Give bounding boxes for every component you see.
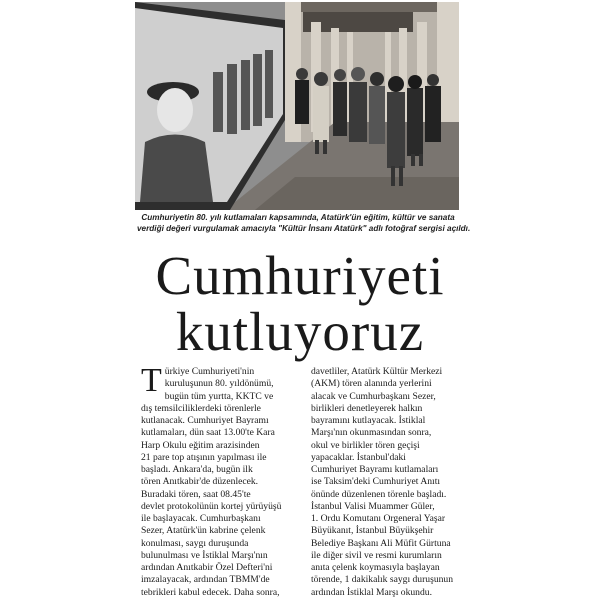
article-line: ise Taksim'deki Cumhuriyet Anıtı — [311, 476, 441, 488]
photo-caption — [137, 213, 471, 234]
photo-exhibition-icon — [135, 2, 459, 210]
newspaper-clipping — [135, 0, 471, 600]
article-line: 1. Ordu Komutanı Orgeneral Yaşar — [311, 513, 446, 524]
article-line: başladı. Ankara'da, bugün ilk — [141, 464, 253, 475]
article-line: bugün tüm yurtta, KKTC ve — [164, 390, 274, 402]
article-line: bayramını kutlayacak. İstiklal — [311, 415, 426, 426]
article-line: Buradaki tören, saat 08.45'te — [141, 488, 251, 500]
article-line: ardından İstiklal Marşı okundu. — [311, 586, 432, 598]
article-line: İstanbul Valisi Muammer Güler, — [311, 500, 435, 512]
article-line: (AKM) tören alanında yerlerini — [311, 378, 432, 390]
article-column-2 — [311, 366, 459, 599]
article-line: yapacaklar. İstanbul'daki — [311, 451, 406, 463]
article-line: okul ve birlikler tören geçişi — [311, 439, 420, 451]
article-line: kutlanacak. Cumhuriyet Bayramı — [141, 415, 269, 426]
article-line: devlet protokolünün kortej yürüyüşü — [141, 500, 282, 512]
article-body — [141, 362, 459, 600]
article-line: ile diğer sivil ve resmi kurumların — [311, 549, 442, 561]
article-line: anıta çelenk koymasıyla başlayan — [311, 562, 440, 573]
article-line: törende, 1 dakikalık saygı duruşunun — [311, 574, 454, 586]
article-line: davetliler, Atatürk Kültür Merkezi — [311, 366, 443, 377]
article-line: Harp Okulu eğitim arazisinden — [141, 439, 260, 451]
article-line: önünde düzenlenen törenle başladı. — [311, 488, 447, 500]
article-line: tören Anıtkabir'de düzenlecek. — [141, 476, 259, 488]
article-line: Büyükanıt, İstanbul Büyükşehir — [311, 525, 434, 537]
article-line: Belediye Başkanı Ali Müfit Gürtuna — [311, 537, 451, 549]
headline-line-2: kutluyoruz — [175, 301, 425, 362]
article-column-1 — [141, 362, 289, 599]
article-line: ile başlayacak. Cumhurbaşkanı — [141, 513, 261, 524]
caption-line-1: Cumhuriyetin 80. yılı kutlamaları kapsamında, Atatürk'ün eğitim, kültür ve sanata — [141, 213, 455, 222]
article-line: kuruluşunun 80. yıldönümü, — [164, 378, 274, 390]
article-line: konulması, saygı duruşunda — [141, 537, 249, 549]
article-line: tebrikleri kabul edecek. Daha sonra, — [141, 586, 280, 598]
article-line: birlikleri denetleyerek halkın — [311, 402, 423, 414]
article-line: alacak ve Cumhurbaşkanı Sezer, — [311, 390, 436, 402]
article-line: bulunulması ve İstiklal Marşı'nın — [141, 549, 268, 561]
article-line: dış temsilciliklerdeki törenlerle — [141, 402, 261, 414]
article-line: ürkiye Cumhuriyeti'nin — [164, 366, 255, 377]
article-line: imzalayacak, ardından TBMM'de — [141, 574, 270, 586]
article-line: 21 pare top atışının yapılması ile — [141, 451, 267, 463]
article-line: Cumhuriyet Bayramı kutlamaları — [311, 464, 439, 475]
news-photo — [135, 2, 459, 210]
article-line: kutlamaları, dün saat 13.00'te Kara — [141, 427, 275, 439]
article-line: ardından Anıtkabir Özel Defteri'ni — [141, 562, 273, 573]
drop-cap: T — [141, 362, 162, 399]
headline-line-1: Cumhuriyeti — [155, 245, 445, 306]
caption-line-2: verdiği değeri vurgulamak amacıyla "Kültür İnsanı Atatürk" adlı fotoğraf sergisi açıldı. — [137, 223, 471, 233]
article-line: Sezer, Atatürk'ün kabrine çelenk — [141, 525, 266, 537]
article-line: Marşı'nın okunmasından sonra, — [311, 427, 432, 439]
